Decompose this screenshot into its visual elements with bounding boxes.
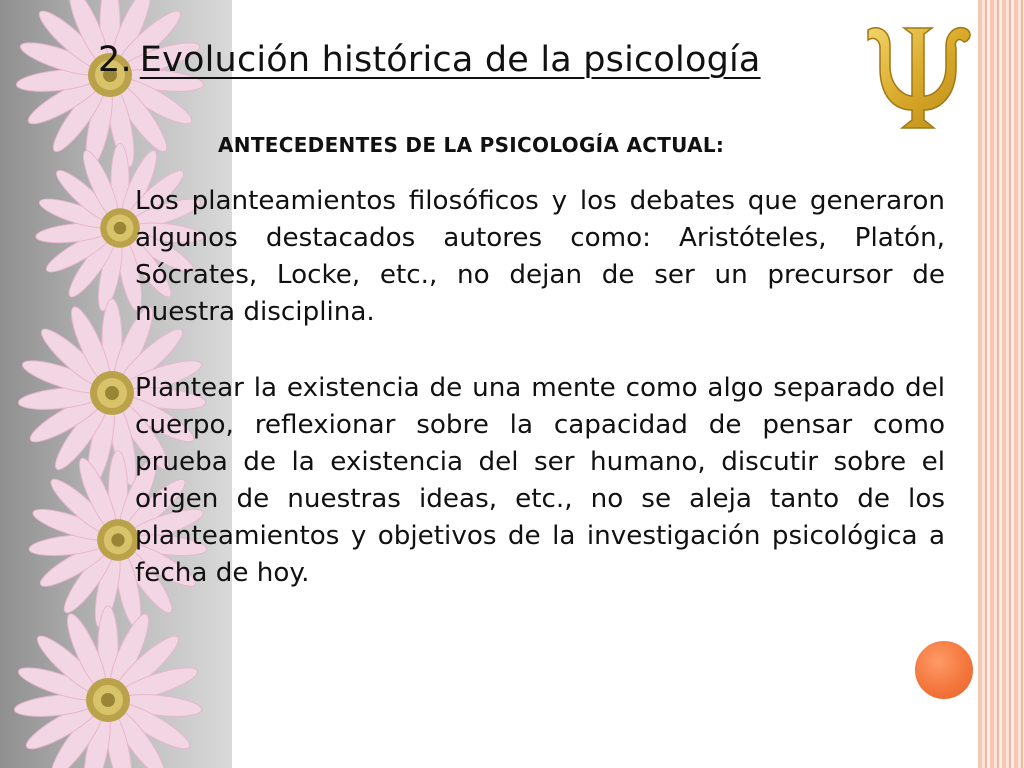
- psi-symbol-icon: [860, 16, 976, 134]
- title-number: 2.: [98, 40, 132, 80]
- body-paragraph: Los planteamientos filosóficos y los debates que generaron algunos destacados autores como: Aristóteles, Platón, Sócrates, Locke, etc., no dejan de ser un precursor de nuestra disciplina.: [135, 186, 945, 327]
- orange-circle-ornament: [912, 638, 976, 702]
- section-subtitle: ANTECEDENTES DE LA PSICOLOGÍA ACTUAL:: [218, 133, 725, 157]
- title-text: Evolución histórica de la psicología: [139, 40, 761, 80]
- slide-title: [98, 40, 761, 80]
- body-paragraph: Plantear la existencia de una mente como algo separado del cuerpo, reflexionar sobre la capacidad de pensar como prueba de la existencia del ser humano, discutir sobre el origen de nuestras ideas, etc., no se aleja tanto de los planteamientos y objetivos de la investigación psicológica a fecha de hoy.: [135, 373, 945, 588]
- decorative-stripes: [978, 0, 1024, 768]
